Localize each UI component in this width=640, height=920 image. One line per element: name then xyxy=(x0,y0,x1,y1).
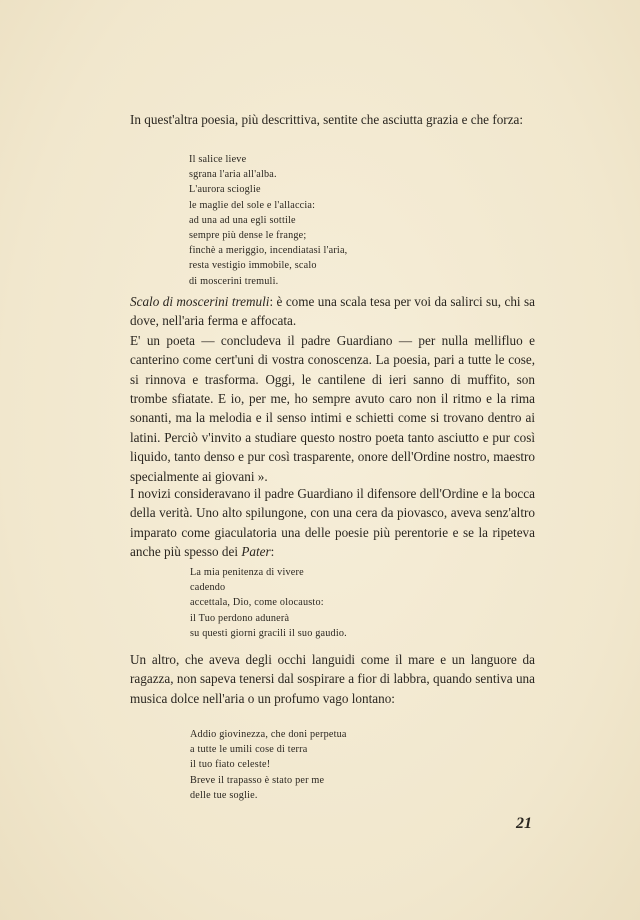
poem-line: Addio giovinezza, che doni perpetua xyxy=(190,729,347,740)
poem-line: L'aurora scioglie xyxy=(189,184,261,196)
poem-giovinezza xyxy=(190,727,347,803)
paragraph-text xyxy=(130,484,535,562)
poem-line: accettala, Dio, come olocausto: xyxy=(190,597,324,609)
poem-line: Breve il trapasso è stato per me xyxy=(190,774,325,786)
italic-word: Pater xyxy=(241,544,271,560)
poem-penitenza xyxy=(190,565,347,641)
poem-line: sgrana l'aria all'alba. xyxy=(189,169,277,181)
poem-line: delle tue soglie. xyxy=(190,789,258,801)
poem-line: La mia penitenza di vivere xyxy=(190,567,304,578)
poem-line: a tutte le umili cose di terra xyxy=(190,744,308,756)
paragraph-guardiano xyxy=(130,292,535,486)
poem-line: il Tuo perdono adunerà xyxy=(190,612,290,624)
paragraph-text: E' un poeta — concludeva il padre Guardiano — per nulla mellifluo e canterino come cert'uni di vostra conoscenza. La poesia, pari a tutte le cose, si rinnova e trasforma. Oggi, le cantilene di ieri sanno di muffito, son trombe sfiatate. E io, per me, ho sempre avuto caro non il ritmo e la rima sonanti, ma la melodia e il senso intimi e schietti come si trovano dentro ai latini. Perciò v'invito a studiare questo nostro poeta tanto asciutto e pur così liquido, tanto denso e pur così trasparente, onore dell'Ordine nostro, maestro specialmente ai giovani ». xyxy=(130,332,535,484)
poem-line: sempre più dense le frange; xyxy=(189,230,307,242)
poem-line: ad una ad una egli sottile xyxy=(189,214,296,226)
paragraph-novizi xyxy=(130,484,535,562)
paragraph-altro xyxy=(130,650,535,708)
poem-line: finchè a meriggio, incendiatasi l'aria, xyxy=(189,245,348,257)
italic-quote: Scalo di moscerini tremuli xyxy=(130,294,270,309)
poem-line: su questi giorni gracili il suo gaudio. xyxy=(190,627,347,639)
text-span: : è come una scala tesa per voi da salirci su, chi sa dove, nell'aria ferma e affocata. xyxy=(130,294,536,329)
paragraph-text: Un altro, che aveva degli occhi languidi come il mare e un languore da ragazza, non sapeva tenersi dal sospirare a fior di labbra, quando sentiva una musica dolce nell'aria o un profumo vago lontano: xyxy=(130,652,535,706)
poem-line: le maglie del sole e l'allaccia: xyxy=(189,199,316,211)
poem-line: il tuo fiato celeste! xyxy=(190,759,271,771)
text-span: I novizi consideravano il padre Guardiano il difensore dell'Ordine e la bocca della verità. Uno alto spilungone, con una cera da piovasco, aveva senz'altro imparato come giaculatoria una delle poesie più perentorie e se la ripeteva anche più spesso dei xyxy=(130,486,535,560)
poem-line: Il salice lieve xyxy=(189,154,247,165)
paragraph-text xyxy=(130,292,535,331)
poem-salice xyxy=(189,152,347,289)
page-number: 21 xyxy=(516,815,532,832)
paragraph-intro xyxy=(130,110,535,129)
text-span: : xyxy=(270,544,275,560)
poem-line: resta vestigio immobile, scalo xyxy=(189,260,317,272)
paragraph-text: In quest'altra poesia, più descrittiva, sentite che asciutta grazia e che forza: xyxy=(130,112,524,127)
poem-line: cadendo xyxy=(190,582,226,594)
poem-line: di moscerini tremuli. xyxy=(189,275,279,287)
